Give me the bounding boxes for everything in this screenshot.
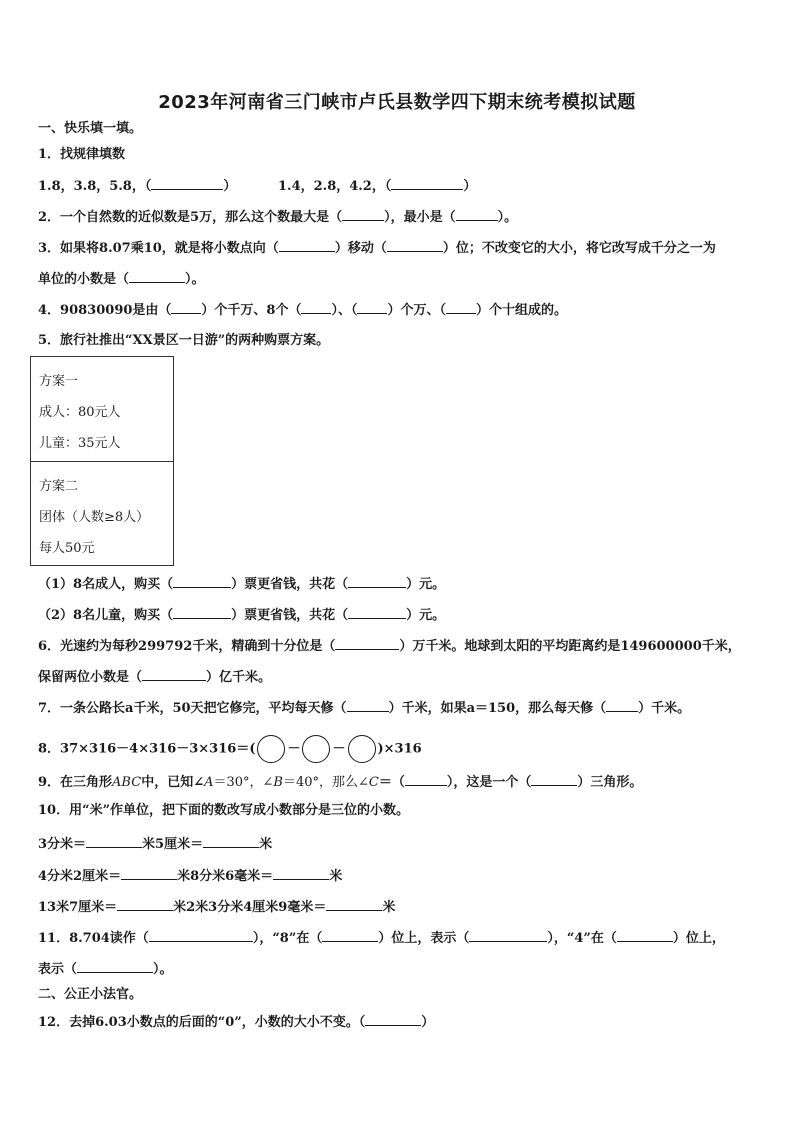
answer-circle[interactable] [302, 735, 330, 763]
answer-circle[interactable] [257, 735, 285, 763]
q11-text-7: ）。 [153, 962, 173, 977]
question-10-row-3 [38, 897, 395, 917]
answer-blank[interactable] [301, 300, 331, 314]
q10-text: 米5厘米＝ [142, 837, 204, 852]
q10-text: 米 [259, 837, 273, 852]
sequence-b-text: 1.4，2.8，4.2，（ [278, 179, 392, 194]
q5-1-text-1: （1）8名成人，购买（ [38, 577, 174, 592]
question-10-row-1 [38, 834, 272, 854]
plan-a-child-price: 儿童：35元人 [39, 436, 121, 451]
question-3 [38, 238, 716, 258]
answer-blank[interactable] [142, 667, 206, 681]
q5-2-text-2: ）票更省钱，共花（ [231, 608, 349, 623]
answer-blank[interactable] [446, 300, 476, 314]
triangle-name: ABC [112, 775, 142, 790]
q4-text-3: ）、（ [331, 303, 358, 318]
q3-text-2: ）移动（ [334, 241, 387, 256]
answer-circle[interactable] [348, 735, 376, 763]
q3-text-3: ）位；不改变它的大小，将它改写成千分之一为 [442, 241, 716, 256]
answer-blank[interactable] [151, 176, 223, 190]
q10-text: 4分米2厘米＝ [38, 869, 122, 884]
question-5-2 [38, 605, 445, 625]
plan-b-title: 方案二 [39, 479, 79, 494]
answer-blank[interactable] [173, 574, 231, 588]
close-paren: ） [463, 179, 477, 194]
plan-b-group-condition: 团体（人数≥8人） [39, 510, 150, 525]
answer-blank[interactable] [121, 866, 177, 880]
q11-text-5: ）位上， [672, 931, 725, 946]
question-8 [38, 735, 422, 763]
question-1-heading: 1．找规律填数 [38, 147, 126, 162]
q10-text: 米 [382, 900, 396, 915]
question-6 [38, 636, 741, 656]
q7-text-1: 7．一条公路长a千米，50天把它修完，平均每天修（ [38, 701, 347, 716]
section-heading-1: 一、快乐填一填。 [38, 121, 143, 136]
answer-blank[interactable] [273, 866, 329, 880]
question-3-line-2 [38, 269, 205, 289]
q9-text-3: ＝30°，∠ [213, 775, 274, 790]
answer-blank[interactable] [279, 238, 335, 252]
question-5-heading: 5．旅行社推出“XX景区一日游”的两种购票方案。 [38, 333, 330, 348]
answer-blank[interactable] [365, 1012, 421, 1026]
q9-text-5: ＝（ [378, 775, 405, 790]
q12-text-1: 12．去掉6.03小数点的后面的“0”，小数的大小不变。（ [38, 1015, 366, 1030]
q7-text-2: ）千米，如果a＝150，那么每天修（ [388, 701, 607, 716]
question-6-line-2 [38, 667, 271, 687]
q9-text-2: 中，已知∠ [141, 775, 205, 790]
question-1-sequence-a [38, 176, 236, 196]
answer-blank[interactable] [348, 574, 406, 588]
answer-blank[interactable] [203, 834, 259, 848]
angle-c-label: C [368, 775, 379, 790]
answer-blank[interactable] [342, 207, 384, 221]
close-paren: ） [223, 179, 237, 194]
question-10-row-2 [38, 866, 342, 886]
minus-sign: － [287, 741, 301, 757]
q6-text-1: 6．光速约为每秒299792千米，精确到十分位是（ [38, 639, 336, 654]
q4-text-5: ）个十组成的。 [476, 303, 568, 318]
answer-blank[interactable] [456, 207, 498, 221]
angle-a-label: A [204, 775, 214, 790]
q2-text-1: 2．一个自然数的近似数是5万，那么这个数最大是（ [38, 210, 343, 225]
q5-1-text-3: ）元。 [406, 577, 446, 592]
answer-blank[interactable] [129, 269, 185, 283]
question-11 [38, 928, 725, 948]
q10-text: 13米7厘米＝ [38, 900, 118, 915]
q8-text-1: 8．37×316－4×316－3×316＝( [38, 741, 256, 757]
sequence-a-text: 1.8，3.8，5.8，（ [38, 179, 152, 194]
page-title: 2023年河南省三门峡市卢氏县数学四下期末统考模拟试题 [158, 92, 636, 113]
q3-text-1: 3．如果将8.07乘10，就是将小数点向（ [38, 241, 279, 256]
q6-text-3: 保留两位小数是（ [38, 670, 143, 685]
question-2 [38, 207, 517, 227]
q5-1-text-2: ）票更省钱，共花（ [231, 577, 349, 592]
q9-text-7: ）三角形。 [577, 775, 643, 790]
answer-blank[interactable] [322, 928, 378, 942]
question-7 [38, 698, 690, 718]
q3-text-5: ）。 [185, 272, 205, 287]
question-5-1 [38, 574, 445, 594]
answer-blank[interactable] [86, 834, 142, 848]
answer-blank[interactable] [77, 959, 153, 973]
answer-blank[interactable] [326, 897, 382, 911]
q11-text-1: 11．8.704读作（ [38, 931, 149, 946]
answer-blank[interactable] [348, 605, 406, 619]
answer-blank[interactable] [173, 605, 231, 619]
answer-blank[interactable] [335, 636, 399, 650]
question-11-line-2 [38, 959, 173, 979]
q10-text: 米8分米6毫米＝ [177, 869, 274, 884]
question-12 [38, 1012, 434, 1032]
answer-blank[interactable] [149, 928, 253, 942]
q11-text-2: ），“8”在（ [252, 931, 323, 946]
q6-text-4: ）亿千米。 [206, 670, 272, 685]
q6-text-2: ）万千米。地球到太阳的平均距离约是149600000千米， [399, 639, 741, 654]
plan-a-title: 方案一 [39, 374, 79, 389]
q4-text-1: 4．90830090是由（ [38, 303, 172, 318]
question-10-heading: 10．用“米”作单位，把下面的数改写成小数部分是三位的小数。 [38, 803, 410, 818]
q10-text: 3分米＝ [38, 837, 87, 852]
q8-text-2: )×316 [377, 741, 422, 757]
q5-2-text-1: （2）8名儿童，购买（ [38, 608, 174, 623]
answer-blank[interactable] [357, 300, 387, 314]
answer-blank[interactable] [606, 698, 638, 712]
plan-a-adult-price: 成人：80元人 [39, 405, 121, 420]
q4-text-2: ）个千万、8个（ [201, 303, 302, 318]
q11-text-3: ）位上，表示（ [378, 931, 470, 946]
plan-b-price: 每人50元 [39, 541, 95, 556]
q10-text: 米2米3分米4厘米9毫米＝ [173, 900, 327, 915]
q7-text-3: ）千米。 [638, 701, 691, 716]
answer-blank[interactable] [469, 928, 547, 942]
question-4 [38, 300, 567, 320]
q2-text-2: ），最小是（ [384, 210, 456, 225]
q12-text-2: ） [421, 1015, 435, 1030]
answer-blank[interactable] [117, 897, 173, 911]
answer-blank[interactable] [171, 300, 201, 314]
question-1-sequence-b [278, 176, 476, 196]
answer-blank[interactable] [387, 238, 443, 252]
minus-sign: － [332, 741, 346, 757]
plan-divider [31, 461, 173, 462]
q5-2-text-3: ）元。 [406, 608, 446, 623]
q2-text-3: ）。 [497, 210, 518, 225]
q4-text-4: ）个万、（ [387, 303, 446, 318]
q11-text-4: ），“4”在（ [547, 931, 617, 946]
answer-blank[interactable] [617, 928, 673, 942]
answer-blank[interactable] [531, 772, 577, 786]
q10-text: 米 [329, 869, 343, 884]
ticket-plan-box [30, 356, 174, 566]
question-9 [38, 772, 642, 792]
q11-text-6: 表示（ [38, 962, 78, 977]
q9-text-6: ），这是一个（ [446, 775, 532, 790]
angle-b-label: B [273, 775, 283, 790]
answer-blank[interactable] [391, 176, 463, 190]
answer-blank[interactable] [405, 772, 447, 786]
q9-text-4: ＝40°，那么∠ [282, 775, 369, 790]
q9-text-1: 9．在三角形 [38, 775, 113, 790]
answer-blank[interactable] [347, 698, 389, 712]
q3-text-4: 单位的小数是（ [38, 272, 130, 287]
section-heading-2: 二、公正小法官。 [38, 987, 143, 1002]
